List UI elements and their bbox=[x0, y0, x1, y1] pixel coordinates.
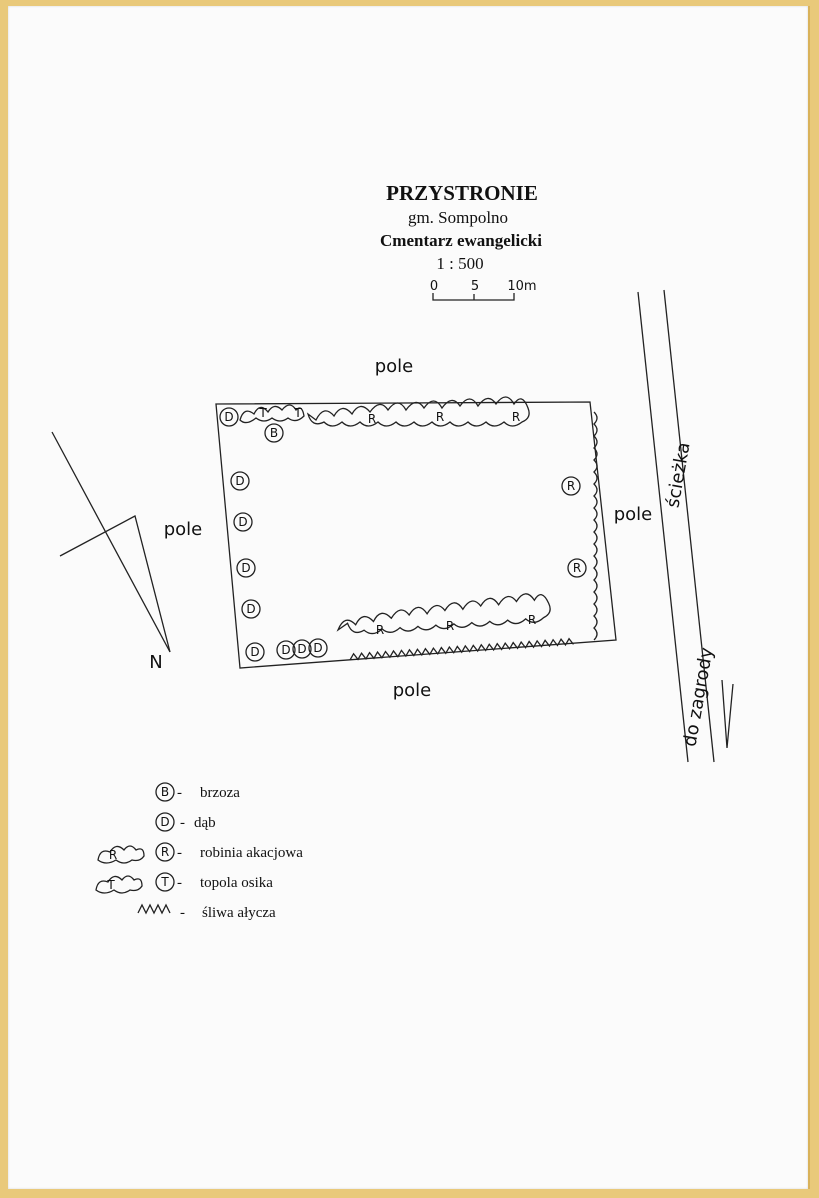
legend-symbol: D bbox=[160, 815, 170, 829]
legend-label: brzoza bbox=[200, 785, 240, 801]
map-commune: gm. Sompolno bbox=[407, 208, 509, 227]
legend-symbol: R bbox=[108, 848, 118, 862]
robinia-row-north bbox=[308, 397, 529, 426]
legend-label: dąb bbox=[194, 815, 216, 831]
oak-tree bbox=[293, 640, 311, 658]
oak-tree bbox=[277, 641, 295, 659]
robinia-tree bbox=[568, 559, 586, 577]
robinia-letter: R bbox=[367, 412, 377, 426]
legend-dash: - bbox=[180, 905, 185, 921]
poplar-letter: T bbox=[294, 406, 302, 420]
oak-tree bbox=[237, 559, 255, 577]
legend-dash: - bbox=[177, 845, 182, 861]
map-title: PRZYSTRONIE bbox=[386, 181, 538, 205]
oak-tree bbox=[242, 600, 260, 618]
oak-tree bbox=[246, 643, 264, 661]
legend bbox=[96, 783, 303, 921]
legend-dash: - bbox=[177, 875, 182, 891]
north-arrow-line bbox=[52, 432, 170, 652]
oak-tree bbox=[220, 408, 238, 426]
legend-label: śliwa ałycza bbox=[202, 905, 276, 921]
robinia-letter: R bbox=[511, 410, 521, 424]
legend-symbol: T bbox=[107, 878, 115, 892]
svg-text:D: D bbox=[297, 642, 307, 656]
birch-tree bbox=[265, 424, 283, 442]
map-subject: Cmentarz ewangelicki bbox=[380, 231, 542, 250]
field-label-north: pole bbox=[374, 356, 414, 377]
scale-tick-10: 10m bbox=[507, 279, 537, 294]
legend-label: topola osika bbox=[200, 875, 273, 891]
svg-text:D: D bbox=[246, 602, 256, 616]
direction-arrow bbox=[722, 680, 733, 748]
north-label: N bbox=[149, 652, 163, 673]
legend-plum-symbol bbox=[138, 905, 170, 913]
robinia-letter: R bbox=[435, 410, 445, 424]
legend-symbol: T bbox=[161, 875, 169, 889]
scale-bar bbox=[430, 279, 537, 300]
svg-text:D: D bbox=[313, 641, 323, 655]
legend-symbol: B bbox=[160, 785, 170, 799]
robinia-letter: R bbox=[527, 613, 537, 627]
scale-tick-0: 0 bbox=[429, 279, 439, 294]
legend-dash: - bbox=[180, 815, 185, 831]
plum-hedge-south bbox=[350, 638, 574, 660]
legend-robinia-bush bbox=[98, 846, 144, 863]
svg-text:R: R bbox=[572, 561, 582, 575]
scale-bar-line bbox=[433, 293, 514, 300]
legend-poplar-bush bbox=[96, 876, 142, 893]
path-road bbox=[638, 290, 733, 762]
oak-tree bbox=[234, 513, 252, 531]
svg-text:B: B bbox=[269, 426, 279, 440]
field-label-west: pole bbox=[163, 519, 203, 540]
robinia-letter: R bbox=[445, 619, 455, 633]
legend-item-robinia bbox=[98, 843, 303, 863]
legend-item-birch bbox=[156, 783, 240, 801]
path-edge-left bbox=[638, 292, 688, 762]
svg-text:D: D bbox=[281, 643, 291, 657]
legend-label: robinia akacjowa bbox=[200, 845, 303, 861]
scale-tick-5: 5 bbox=[470, 279, 480, 294]
legend-item-plum bbox=[138, 905, 276, 921]
map-scale: 1 : 500 bbox=[436, 254, 484, 273]
oak-tree bbox=[309, 639, 327, 657]
poplar-letter: T bbox=[259, 406, 267, 420]
svg-text:D: D bbox=[224, 410, 234, 424]
svg-text:D: D bbox=[235, 474, 245, 488]
north-arrow bbox=[52, 432, 170, 673]
svg-text:R: R bbox=[566, 479, 576, 493]
legend-item-oak bbox=[156, 813, 216, 831]
direction-label: do zagrody bbox=[679, 645, 718, 749]
svg-text:D: D bbox=[241, 561, 251, 575]
field-label-south: pole bbox=[392, 680, 432, 701]
legend-symbol: R bbox=[160, 845, 170, 859]
robinia-tree bbox=[562, 477, 580, 495]
robinia-row-south bbox=[336, 592, 551, 636]
field-label-east: pole bbox=[613, 504, 653, 525]
path-label: ścieżka bbox=[662, 440, 695, 510]
svg-text:D: D bbox=[250, 645, 260, 659]
svg-text:D: D bbox=[238, 515, 248, 529]
legend-item-poplar bbox=[96, 873, 273, 893]
oak-tree bbox=[231, 472, 249, 490]
legend-dash: - bbox=[177, 785, 182, 801]
north-arrow-head bbox=[60, 516, 170, 652]
robinia-letter: R bbox=[375, 623, 385, 637]
